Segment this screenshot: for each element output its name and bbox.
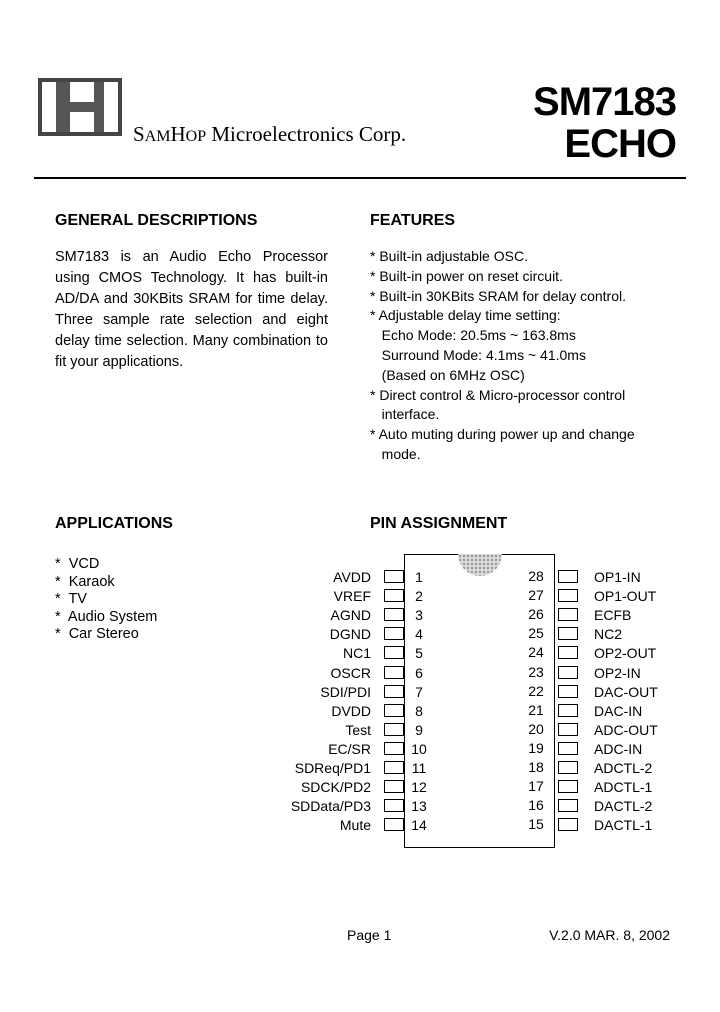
- feature-item: * Built-in adjustable OSC.: [370, 248, 528, 264]
- pin-lead-right: [558, 780, 578, 793]
- pin-lead-left: [384, 627, 404, 640]
- pin-label-left: SDData/PD3: [290, 798, 371, 815]
- pin-label-right: ADCTL-2: [594, 760, 653, 776]
- pin-number-left: 12: [411, 779, 427, 796]
- pin-lead-right: [558, 761, 578, 774]
- pin-number-right: 24: [528, 644, 544, 661]
- pin-number-left: 3: [415, 607, 423, 624]
- pin-label-left: SDI/PDI: [320, 683, 371, 700]
- feature-item: * Built-in 30KBits SRAM for delay control.: [370, 287, 626, 304]
- feature-item: mode.: [370, 445, 421, 462]
- pin-number-right: 22: [528, 682, 544, 699]
- pin-lead-left: [384, 761, 404, 774]
- pin-label-right: DAC-OUT: [594, 683, 658, 700]
- pin-number-left: 8: [415, 702, 423, 719]
- feature-item: (Based on 6MHz OSC): [370, 366, 525, 383]
- pin-label-left: NC1: [342, 645, 371, 662]
- general-descriptions-heading: GENERAL DESCRIPTIONS: [55, 212, 258, 229]
- pin-number-left: 2: [415, 588, 423, 605]
- pin-lead-left: [384, 589, 404, 602]
- pin-lead-left: [384, 685, 404, 698]
- pin-lead-right: [558, 685, 578, 698]
- pin-lead-right: [558, 799, 578, 812]
- page-number: Page 1: [347, 927, 392, 943]
- version-date: V.2.0 MAR. 8, 2002: [549, 927, 670, 943]
- pin-number-left: 11: [411, 760, 427, 776]
- pin-lead-left: [384, 666, 404, 679]
- pin-number-left: 6: [415, 664, 423, 681]
- feature-item: interface.: [370, 406, 440, 423]
- pin-label-left: OSCR: [330, 664, 371, 681]
- pin-number-right: 28: [528, 568, 544, 584]
- pin-label-left: DVDD: [331, 702, 371, 719]
- pin-number-left: 5: [415, 645, 423, 662]
- pin-lead-left: [384, 818, 404, 831]
- pin-label-right: DACTL-2: [594, 798, 653, 815]
- pin-number-right: 19: [528, 739, 544, 756]
- application-item: * VCD: [55, 556, 100, 572]
- general-descriptions-text: SM7183 is an Audio Echo Processor using CMOS Technology. It has built-in AD/DA and 30KBits SRAM for time delay. Three sample rate selection and eight delay time selection. Many combination to fit your applications.: [55, 249, 328, 370]
- pin-number-left: 4: [415, 626, 423, 643]
- feature-item: * Built-in power on reset circuit.: [370, 267, 563, 284]
- application-item: * Car Stereo: [55, 626, 139, 643]
- pin-lead-left: [384, 799, 404, 812]
- pin-lead-right: [558, 627, 578, 640]
- pin-label-right: NC2: [594, 626, 623, 643]
- feature-item: * Adjustable delay time setting:: [370, 307, 561, 324]
- pin-label-right: DAC-IN: [594, 702, 643, 719]
- pin-label-left: AVDD: [333, 569, 371, 585]
- pin-lead-right: [558, 818, 578, 831]
- pin-label-left: Mute: [339, 817, 371, 834]
- pin-lead-left: [384, 742, 404, 755]
- pin-lead-right: [558, 608, 578, 621]
- application-item: * Karaok: [55, 573, 115, 590]
- pin-number-left: 13: [411, 798, 427, 815]
- pin-lead-right: [558, 589, 578, 602]
- pin-lead-left: [384, 608, 404, 621]
- pin-label-left: DGND: [329, 626, 371, 643]
- pin-number-left: 14: [411, 817, 427, 834]
- pin-number-right: 17: [528, 778, 544, 795]
- pin-label-right: DACTL-1: [594, 817, 653, 834]
- pin-label-right: OP1-IN: [594, 569, 641, 585]
- pin-label-right: OP2-OUT: [594, 645, 657, 662]
- pin-number-left: 10: [411, 740, 427, 757]
- feature-item: * Direct control & Micro-processor control: [370, 386, 626, 403]
- pin-lead-left: [384, 723, 404, 736]
- feature-item: Echo Mode: 20.5ms ~ 163.8ms: [370, 327, 576, 344]
- application-item: * TV: [55, 591, 87, 608]
- pin-number-right: 16: [528, 797, 544, 814]
- pin-lead-right: [558, 666, 578, 679]
- pin-label-right: OP1-OUT: [594, 588, 657, 605]
- pin-lead-left: [384, 780, 404, 793]
- pin-number-left: 9: [415, 721, 423, 738]
- pin-number-right: 26: [528, 606, 544, 623]
- pin-label-left: Test: [345, 721, 371, 738]
- pin-number-right: 25: [528, 625, 544, 642]
- pin-lead-right: [558, 704, 578, 717]
- company-name: SAMHOP Microelectronics Corp.: [133, 122, 407, 146]
- pin-number-right: 23: [528, 663, 544, 680]
- pin-label-right: ADC-OUT: [594, 721, 658, 738]
- features-heading: FEATURES: [370, 212, 456, 229]
- feature-item: Surround Mode: 4.1ms ~ 41.0ms: [370, 346, 586, 363]
- pin-lead-right: [558, 742, 578, 755]
- pin-number-left: 1: [415, 569, 423, 585]
- pin-label-left: EC/SR: [328, 740, 371, 757]
- pin-label-right: ADCTL-1: [594, 779, 653, 796]
- pin-label-left: SDCK/PD2: [300, 779, 371, 796]
- pin-number-right: 15: [528, 816, 544, 833]
- pin-lead-left: [384, 704, 404, 717]
- pin-number-right: 21: [528, 701, 544, 718]
- pin-number-right: 27: [528, 587, 544, 604]
- pin-label-left: AGND: [330, 607, 371, 624]
- document-title: ECHO: [564, 122, 676, 166]
- pin-lead-left: [384, 646, 404, 659]
- feature-item: * Auto muting during power up and change: [370, 426, 635, 443]
- pin-label-right: OP2-IN: [594, 664, 641, 681]
- applications-heading: APPLICATIONS: [55, 515, 173, 532]
- pin-lead-right: [558, 646, 578, 659]
- pin-label-right: ADC-IN: [594, 740, 643, 757]
- pin-number-right: 18: [528, 759, 544, 775]
- application-item: * Audio System: [55, 608, 158, 625]
- features-list: [370, 247, 635, 465]
- header-divider: [34, 177, 686, 179]
- pin-number-right: 20: [528, 720, 544, 737]
- pin-assignment-heading: PIN ASSIGNMENT: [370, 515, 508, 532]
- pin-label-right: ECFB: [594, 607, 632, 624]
- pin-lead-right: [558, 723, 578, 736]
- pin-label-left: SDReq/PD1: [294, 760, 371, 776]
- applications-list: [55, 556, 157, 644]
- company-logo-icon: [38, 78, 122, 136]
- part-number: SM7183: [533, 80, 676, 124]
- pin-lead-left: [384, 570, 404, 583]
- pin-label-left: VREF: [333, 588, 371, 605]
- pin-lead-right: [558, 570, 578, 583]
- pin-number-left: 7: [415, 683, 423, 700]
